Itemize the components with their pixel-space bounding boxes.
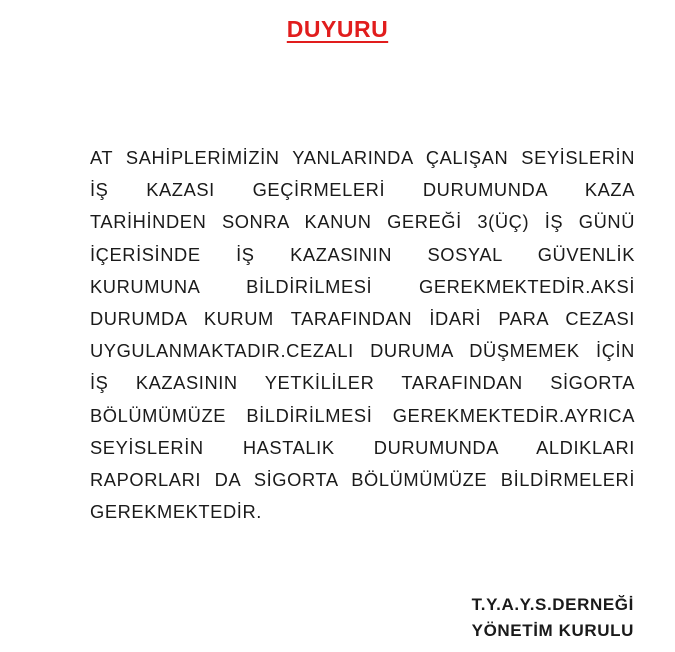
body-line: KURUMUNA BİLDİRİLMESİ GEREKMEKTEDİR.AKSİ [90,275,635,297]
body-line: İÇERİSİNDE İŞ KAZASININ SOSYAL GÜVENLİK [90,243,635,265]
body-line: İŞ KAZASI GEÇİRMELERİ DURUMUNDA KAZA [90,179,635,201]
signature-block [472,592,634,644]
body-line: BÖLÜMÜMÜZE BİLDİRİLMESİ GEREKMEKTEDİR.AYRICA [90,404,635,426]
body-line: AT SAHİPLERİMİZİN YANLARINDA ÇALIŞAN SEYİSLERİN [90,147,635,168]
announcement-body [90,142,635,528]
signature-organization: T.Y.A.Y.S.DERNEĞİ [471,595,634,614]
body-line: RAPORLARI DA SİGORTA BÖLÜMÜMÜZE BİLDİRMELERİ [90,468,635,490]
body-line: SEYİSLERİN HASTALIK DURUMUNDA ALDIKLARI [90,436,635,458]
body-line: TARİHİNDEN SONRA KANUN GEREĞİ 3(ÜÇ) İŞ GÜNÜ [90,211,635,233]
body-line: İŞ KAZASININ YETKİLİLER TARAFINDAN SİGORTA [90,372,635,394]
body-line: GEREKMEKTEDİR. [90,501,262,523]
body-line: DURUMDA KURUM TARAFINDAN İDARİ PARA CEZASI [90,307,635,329]
signature-board: YÖNETİM KURULU [471,621,634,640]
body-line: UYGULANMAKTADIR.CEZALI DURUMA DÜŞMEMEK İÇİN [90,340,635,362]
announcement-title: DUYURU [286,16,389,42]
